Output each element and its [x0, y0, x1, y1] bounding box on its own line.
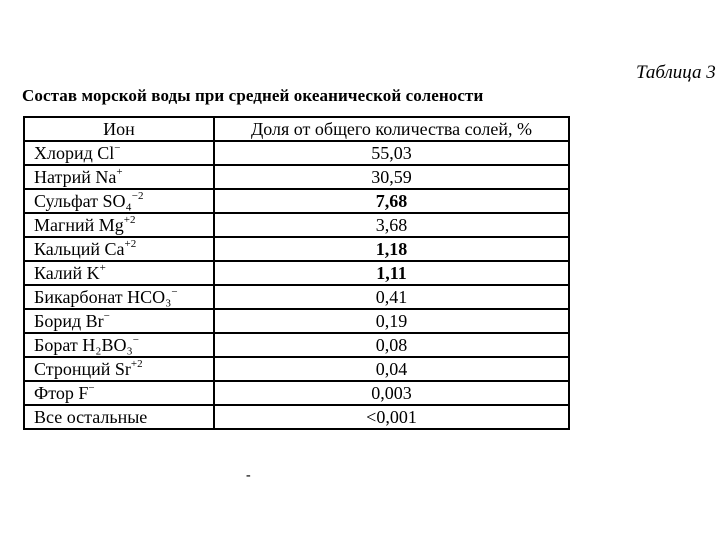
ion-name: Борат H₂BO₃	[34, 335, 133, 355]
ion-cell	[24, 261, 214, 285]
share-value: <0,001	[214, 405, 569, 429]
table-row	[24, 309, 569, 333]
ion-cell	[24, 309, 214, 333]
table-header-row	[24, 117, 569, 141]
ion-charge: −	[132, 334, 139, 346]
ion-name: Калий K	[34, 263, 100, 283]
table-row	[24, 285, 569, 309]
ion-charge: +2	[123, 214, 136, 226]
ion-charge: +	[116, 166, 123, 178]
ion-name: Хлорид Cl	[34, 143, 115, 163]
ion-cell	[24, 381, 214, 405]
share-value: 0,04	[214, 357, 569, 381]
ion-cell	[24, 189, 214, 213]
ion-name: Бикарбонат HCO₃	[34, 287, 172, 307]
table-row	[24, 237, 569, 261]
share-value: 1,18	[214, 237, 569, 261]
table-title: Состав морской воды при средней океанической солености	[22, 86, 484, 105]
table-row	[24, 141, 569, 165]
share-value: 0,08	[214, 333, 569, 357]
ion-cell	[24, 333, 214, 357]
share-value: 0,41	[214, 285, 569, 309]
ion-name: Стронций Sr	[34, 359, 131, 379]
ion-cell	[24, 285, 214, 309]
share-value: 0,003	[214, 381, 569, 405]
ion-name: Магний Mg	[34, 215, 124, 235]
table-row	[24, 381, 569, 405]
ion-cell	[24, 141, 214, 165]
ion-cell	[24, 357, 214, 381]
ion-name: Все остальные	[34, 407, 148, 427]
share-value: 3,68	[214, 213, 569, 237]
ion-charge: +2	[124, 238, 137, 250]
footer-mark: -	[246, 468, 251, 483]
ion-name: Борид Br	[34, 311, 104, 331]
table-row	[24, 357, 569, 381]
ion-charge: −	[88, 382, 95, 394]
ion-name: Фтор F	[34, 383, 89, 403]
share-value: 1,11	[214, 261, 569, 285]
header-ion: Ион	[24, 117, 214, 141]
table-row	[24, 405, 569, 429]
ion-charge: −2	[131, 190, 144, 202]
table-number-label: Таблица 3	[636, 62, 716, 83]
table-row	[24, 165, 569, 189]
ion-charge: −	[171, 286, 178, 298]
table-row	[24, 189, 569, 213]
ion-charge: +2	[130, 358, 143, 370]
share-value: 7,68	[214, 189, 569, 213]
table-row	[24, 261, 569, 285]
header-share: Доля от общего количества солей, %	[214, 117, 569, 141]
ion-name: Сульфат SO₄	[34, 191, 132, 211]
share-value: 0,19	[214, 309, 569, 333]
ion-cell	[24, 213, 214, 237]
ion-name: Кальций Ca	[34, 239, 125, 259]
share-value: 30,59	[214, 165, 569, 189]
table-row	[24, 333, 569, 357]
ion-name: Натрий Na	[34, 167, 117, 187]
ion-cell	[24, 165, 214, 189]
share-value: 55,03	[214, 141, 569, 165]
ion-cell	[24, 405, 214, 429]
ion-charge: −	[103, 310, 110, 322]
seawater-composition-table	[23, 116, 570, 430]
ion-charge: −	[114, 142, 121, 154]
ion-charge: +	[99, 262, 106, 274]
table-row	[24, 213, 569, 237]
ion-cell	[24, 237, 214, 261]
